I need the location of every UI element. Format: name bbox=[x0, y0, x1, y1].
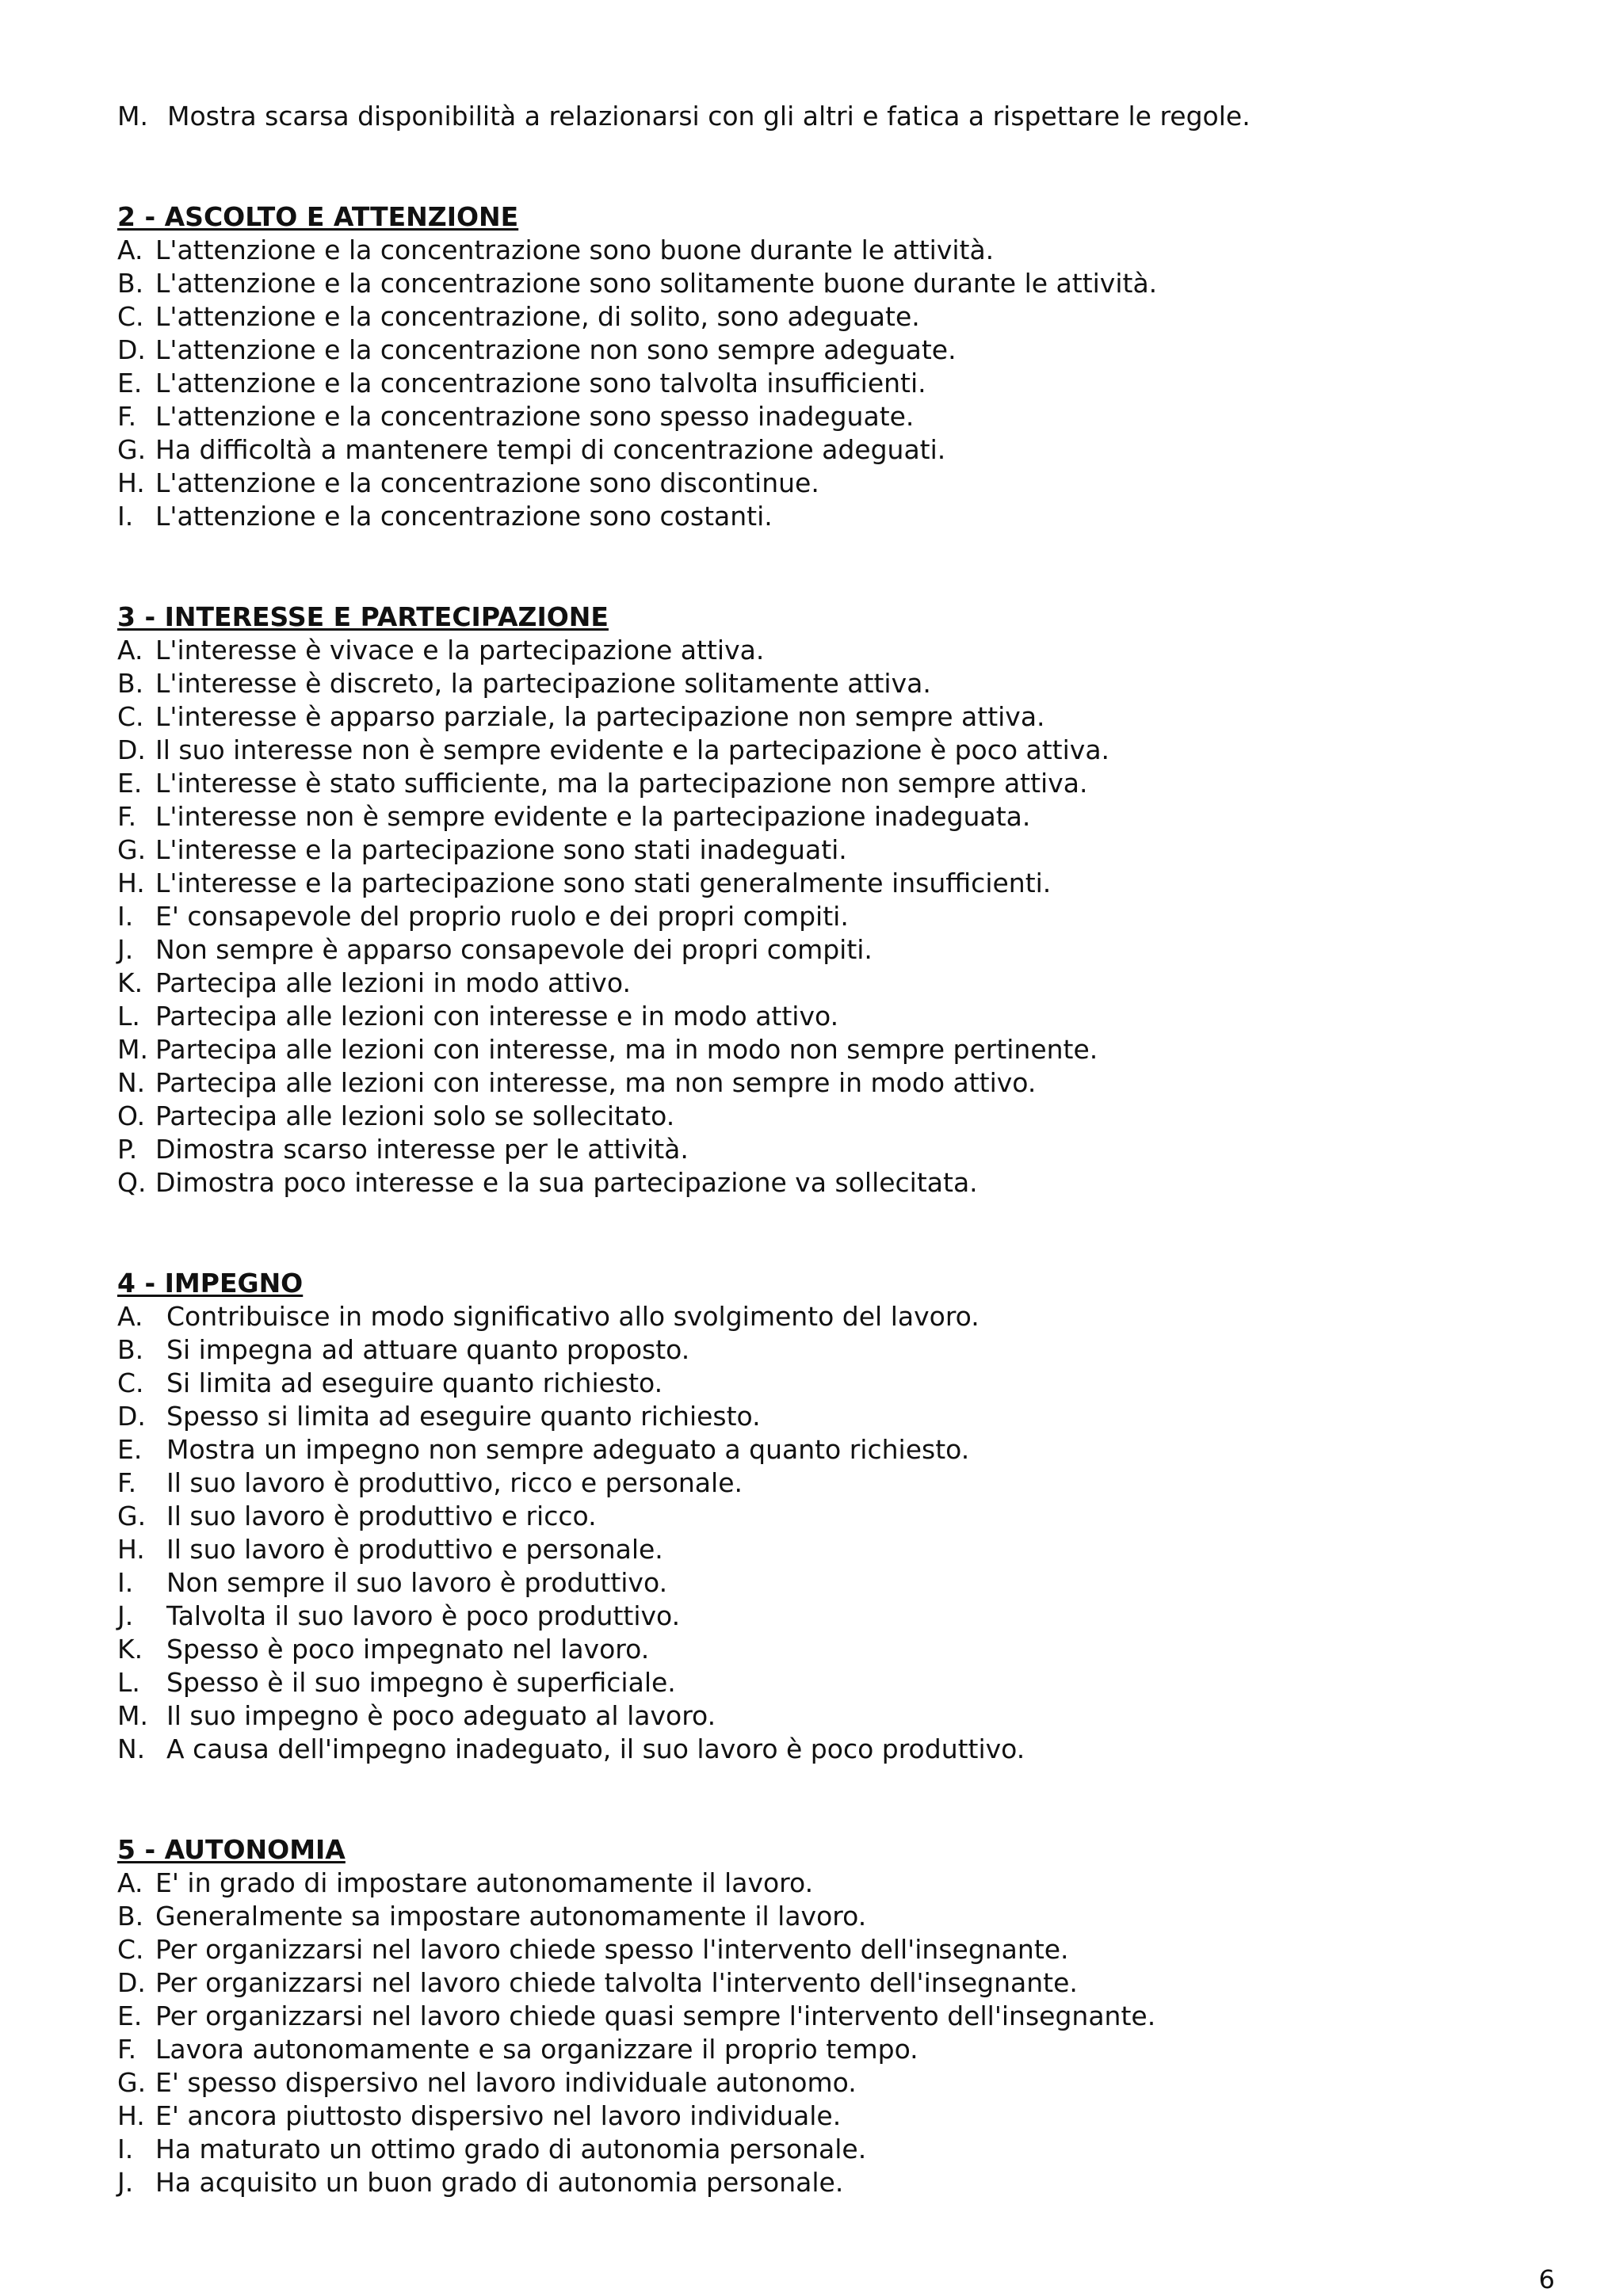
list-item bbox=[117, 1600, 1544, 1633]
list-item bbox=[117, 1466, 1544, 1500]
item-text: Non sempre è apparso consapevole dei propri compiti. bbox=[155, 934, 873, 965]
list-item bbox=[117, 634, 1544, 667]
item-text: E' ancora piuttosto dispersivo nel lavoro individuale. bbox=[155, 2100, 842, 2131]
list-item bbox=[117, 833, 1544, 867]
page-number: 6 bbox=[1538, 2264, 1555, 2294]
item-letter: M. bbox=[117, 101, 148, 132]
item-letter: A. bbox=[117, 635, 143, 666]
list-item bbox=[117, 1633, 1544, 1666]
item-text: Il suo lavoro è produttivo e ricco. bbox=[166, 1501, 597, 1531]
item-text: Ha difficoltà a mantenere tempi di concentrazione adeguati. bbox=[155, 434, 946, 465]
item-text: L'interesse è apparso parziale, la partecipazione non sempre attiva. bbox=[155, 701, 1045, 732]
item-text: L'attenzione e la concentrazione sono costanti. bbox=[155, 501, 773, 532]
item-letter: L. bbox=[117, 1001, 140, 1032]
item-list bbox=[117, 1300, 1544, 1766]
item-letter: I. bbox=[117, 2134, 134, 2164]
list-item bbox=[117, 2100, 1544, 2133]
item-text: Mostra scarsa disponibilità a relazionarsi con gli altri e fatica a rispettare le regole. bbox=[167, 101, 1251, 132]
section-heading: 5 - AUTONOMIA bbox=[117, 1834, 346, 1865]
item-letter: E. bbox=[117, 768, 143, 799]
list-item bbox=[117, 2166, 1544, 2199]
item-letter: F. bbox=[117, 801, 137, 832]
list-item bbox=[117, 2133, 1544, 2166]
item-text: Partecipa alle lezioni con interesse e in modo attivo. bbox=[155, 1001, 839, 1032]
list-item bbox=[117, 900, 1544, 933]
item-letter: A. bbox=[117, 1301, 143, 1332]
item-text: Il suo impegno è poco adeguato al lavoro. bbox=[166, 1700, 716, 1731]
item-text: Dimostra scarso interesse per le attività. bbox=[155, 1134, 689, 1165]
list-item bbox=[117, 400, 1544, 433]
item-letter: P. bbox=[117, 1134, 138, 1165]
section-autonomia bbox=[117, 1833, 1544, 2199]
item-letter: E. bbox=[117, 368, 143, 399]
list-item bbox=[117, 734, 1544, 767]
list-item bbox=[117, 767, 1544, 800]
item-text: L'interesse e la partecipazione sono stati inadeguati. bbox=[155, 834, 847, 865]
item-text: Talvolta il suo lavoro è poco produttivo. bbox=[166, 1600, 681, 1631]
list-item bbox=[117, 433, 1544, 467]
item-letter: E. bbox=[117, 1434, 143, 1465]
item-text: Per organizzarsi nel lavoro chiede spesso l'intervento dell'insegnante. bbox=[155, 1934, 1069, 1965]
list-item bbox=[117, 1100, 1544, 1133]
list-item bbox=[117, 1333, 1544, 1367]
list-item bbox=[117, 1400, 1544, 1433]
item-letter: D. bbox=[117, 334, 146, 365]
list-item bbox=[117, 1367, 1544, 1400]
item-text: L'interesse non è sempre evidente e la partecipazione inadeguata. bbox=[155, 801, 1031, 832]
list-item bbox=[117, 467, 1544, 500]
item-letter: Q. bbox=[117, 1167, 147, 1198]
list-item bbox=[117, 2066, 1544, 2100]
list-item bbox=[117, 500, 1544, 533]
item-text: Il suo lavoro è produttivo e personale. bbox=[166, 1534, 663, 1565]
list-item bbox=[117, 1566, 1544, 1600]
list-item bbox=[117, 1933, 1544, 1966]
item-letter: B. bbox=[117, 268, 144, 299]
section-heading: 4 - IMPEGNO bbox=[117, 1268, 304, 1299]
item-letter: F. bbox=[117, 1467, 137, 1498]
item-letter: C. bbox=[117, 1934, 144, 1965]
continued-list-item bbox=[117, 100, 1544, 133]
item-letter: G. bbox=[117, 834, 147, 865]
item-text: Partecipa alle lezioni solo se sollecitato. bbox=[155, 1100, 675, 1131]
item-letter: I. bbox=[117, 901, 134, 932]
item-text: Il suo lavoro è produttivo, ricco e personale. bbox=[166, 1467, 743, 1498]
list-item bbox=[117, 967, 1544, 1000]
item-letter: J. bbox=[117, 934, 134, 965]
item-letter: I. bbox=[117, 501, 134, 532]
item-text: Spesso si limita ad eseguire quanto richiesto. bbox=[166, 1401, 761, 1432]
item-letter: G. bbox=[117, 1501, 147, 1531]
list-item bbox=[117, 1900, 1544, 1933]
item-text: Ha maturato un ottimo grado di autonomia personale. bbox=[155, 2134, 867, 2164]
item-letter: N. bbox=[117, 1733, 146, 1764]
item-text: Per organizzarsi nel lavoro chiede quasi sempre l'intervento dell'insegnante. bbox=[155, 2000, 1156, 2031]
list-item bbox=[117, 334, 1544, 367]
item-text: L'interesse è stato sufficiente, ma la partecipazione non sempre attiva. bbox=[155, 768, 1088, 799]
item-letter: D. bbox=[117, 1401, 146, 1432]
list-item bbox=[117, 1166, 1544, 1199]
item-text: L'attenzione e la concentrazione sono spesso inadeguate. bbox=[155, 401, 915, 432]
item-letter: F. bbox=[117, 2034, 137, 2065]
item-text: L'interesse è vivace e la partecipazione attiva. bbox=[155, 635, 765, 666]
list-item bbox=[117, 1733, 1544, 1766]
item-letter: C. bbox=[117, 301, 144, 332]
item-text: Per organizzarsi nel lavoro chiede talvolta l'intervento dell'insegnante. bbox=[155, 1967, 1078, 1998]
list-item bbox=[117, 1966, 1544, 2000]
section-ascolto-attenzione bbox=[117, 200, 1544, 533]
item-letter: G. bbox=[117, 2067, 147, 2098]
item-text: Ha acquisito un buon grado di autonomia personale. bbox=[155, 2167, 844, 2198]
list-item bbox=[117, 667, 1544, 700]
item-text: Partecipa alle lezioni in modo attivo. bbox=[155, 967, 631, 998]
item-text: Lavora autonomamente e sa organizzare il proprio tempo. bbox=[155, 2034, 918, 2065]
item-letter: H. bbox=[117, 467, 145, 498]
item-letter: N. bbox=[117, 1067, 146, 1098]
item-letter: D. bbox=[117, 734, 146, 765]
list-item bbox=[117, 267, 1544, 300]
list-item bbox=[117, 1500, 1544, 1533]
list-item bbox=[117, 867, 1544, 900]
item-text: L'attenzione e la concentrazione sono discontinue. bbox=[155, 467, 819, 498]
item-letter: G. bbox=[117, 434, 147, 465]
list-item bbox=[117, 1699, 1544, 1733]
item-letter: A. bbox=[117, 1867, 143, 1898]
list-item bbox=[117, 300, 1544, 334]
item-letter: M. bbox=[117, 1700, 148, 1731]
item-list bbox=[117, 634, 1544, 1199]
list-item bbox=[117, 1133, 1544, 1166]
item-text: Spesso è il suo impegno è superficiale. bbox=[166, 1667, 676, 1698]
list-item bbox=[117, 1533, 1544, 1566]
list-item bbox=[117, 234, 1544, 267]
item-text: Partecipa alle lezioni con interesse, ma non sempre in modo attivo. bbox=[155, 1067, 1037, 1098]
item-text: Mostra un impegno non sempre adeguato a quanto richiesto. bbox=[166, 1434, 970, 1465]
item-text: Contribuisce in modo significativo allo svolgimento del lavoro. bbox=[166, 1301, 980, 1332]
item-letter: F. bbox=[117, 401, 137, 432]
item-letter: I. bbox=[117, 1567, 134, 1598]
item-text: Dimostra poco interesse e la sua partecipazione va sollecitata. bbox=[155, 1167, 978, 1198]
section-heading: 3 - INTERESSE E PARTECIPAZIONE bbox=[117, 601, 609, 632]
item-list bbox=[117, 234, 1544, 533]
list-item bbox=[117, 933, 1544, 967]
section-heading: 2 - ASCOLTO E ATTENZIONE bbox=[117, 201, 519, 232]
item-text: Partecipa alle lezioni con interesse, ma in modo non sempre pertinente. bbox=[155, 1034, 1098, 1065]
item-letter: H. bbox=[117, 2100, 145, 2131]
section-impegno bbox=[117, 1267, 1544, 1766]
item-text: E' spesso dispersivo nel lavoro individuale autonomo. bbox=[155, 2067, 857, 2098]
list-item bbox=[117, 1867, 1544, 1900]
item-letter: C. bbox=[117, 701, 144, 732]
item-letter: H. bbox=[117, 868, 145, 898]
item-letter: M. bbox=[117, 1034, 148, 1065]
item-text: L'attenzione e la concentrazione sono talvolta insufficienti. bbox=[155, 368, 926, 399]
item-list bbox=[117, 1867, 1544, 2199]
item-text: L'interesse è discreto, la partecipazione solitamente attiva. bbox=[155, 668, 931, 699]
item-letter: J. bbox=[117, 2167, 134, 2198]
item-letter: K. bbox=[117, 1634, 143, 1665]
list-item bbox=[117, 1300, 1544, 1333]
list-item bbox=[117, 1433, 1544, 1466]
section-interesse-partecipazione bbox=[117, 601, 1544, 1199]
item-letter: B. bbox=[117, 668, 144, 699]
item-text: Generalmente sa impostare autonomamente il lavoro. bbox=[155, 1901, 867, 1932]
item-letter: O. bbox=[117, 1100, 146, 1131]
item-letter: J. bbox=[117, 1600, 134, 1631]
item-text: E' consapevole del proprio ruolo e dei propri compiti. bbox=[155, 901, 849, 932]
item-letter: B. bbox=[117, 1334, 144, 1365]
item-text: Si impegna ad attuare quanto proposto. bbox=[166, 1334, 690, 1365]
list-item bbox=[117, 800, 1544, 833]
list-item bbox=[117, 367, 1544, 400]
item-text: Il suo interesse non è sempre evidente e la partecipazione è poco attiva. bbox=[155, 734, 1110, 765]
list-item bbox=[117, 2033, 1544, 2066]
item-letter: K. bbox=[117, 967, 143, 998]
item-text: L'attenzione e la concentrazione non sono sempre adeguate. bbox=[155, 334, 957, 365]
item-letter: E. bbox=[117, 2000, 143, 2031]
list-item bbox=[117, 1000, 1544, 1033]
list-item bbox=[117, 2000, 1544, 2033]
item-text: L'attenzione e la concentrazione, di solito, sono adeguate. bbox=[155, 301, 920, 332]
list-item bbox=[117, 1033, 1544, 1066]
item-letter: L. bbox=[117, 1667, 140, 1698]
item-letter: A. bbox=[117, 235, 143, 265]
item-letter: C. bbox=[117, 1367, 144, 1398]
item-letter: D. bbox=[117, 1967, 146, 1998]
list-item bbox=[117, 700, 1544, 734]
item-text: E' in grado di impostare autonomamente il lavoro. bbox=[155, 1867, 814, 1898]
item-letter: H. bbox=[117, 1534, 145, 1565]
item-text: L'attenzione e la concentrazione sono buone durante le attività. bbox=[155, 235, 995, 265]
item-text: L'interesse e la partecipazione sono stati generalmente insufficienti. bbox=[155, 868, 1052, 898]
item-text: Si limita ad eseguire quanto richiesto. bbox=[166, 1367, 663, 1398]
item-text: A causa dell'impegno inadeguato, il suo lavoro è poco produttivo. bbox=[166, 1733, 1025, 1764]
item-text: Non sempre il suo lavoro è produttivo. bbox=[166, 1567, 668, 1598]
list-item bbox=[117, 1066, 1544, 1100]
item-letter: B. bbox=[117, 1901, 144, 1932]
list-item bbox=[117, 1666, 1544, 1699]
item-text: L'attenzione e la concentrazione sono solitamente buone durante le attività. bbox=[155, 268, 1158, 299]
document-page bbox=[117, 100, 1544, 2199]
item-text: Spesso è poco impegnato nel lavoro. bbox=[166, 1634, 650, 1665]
